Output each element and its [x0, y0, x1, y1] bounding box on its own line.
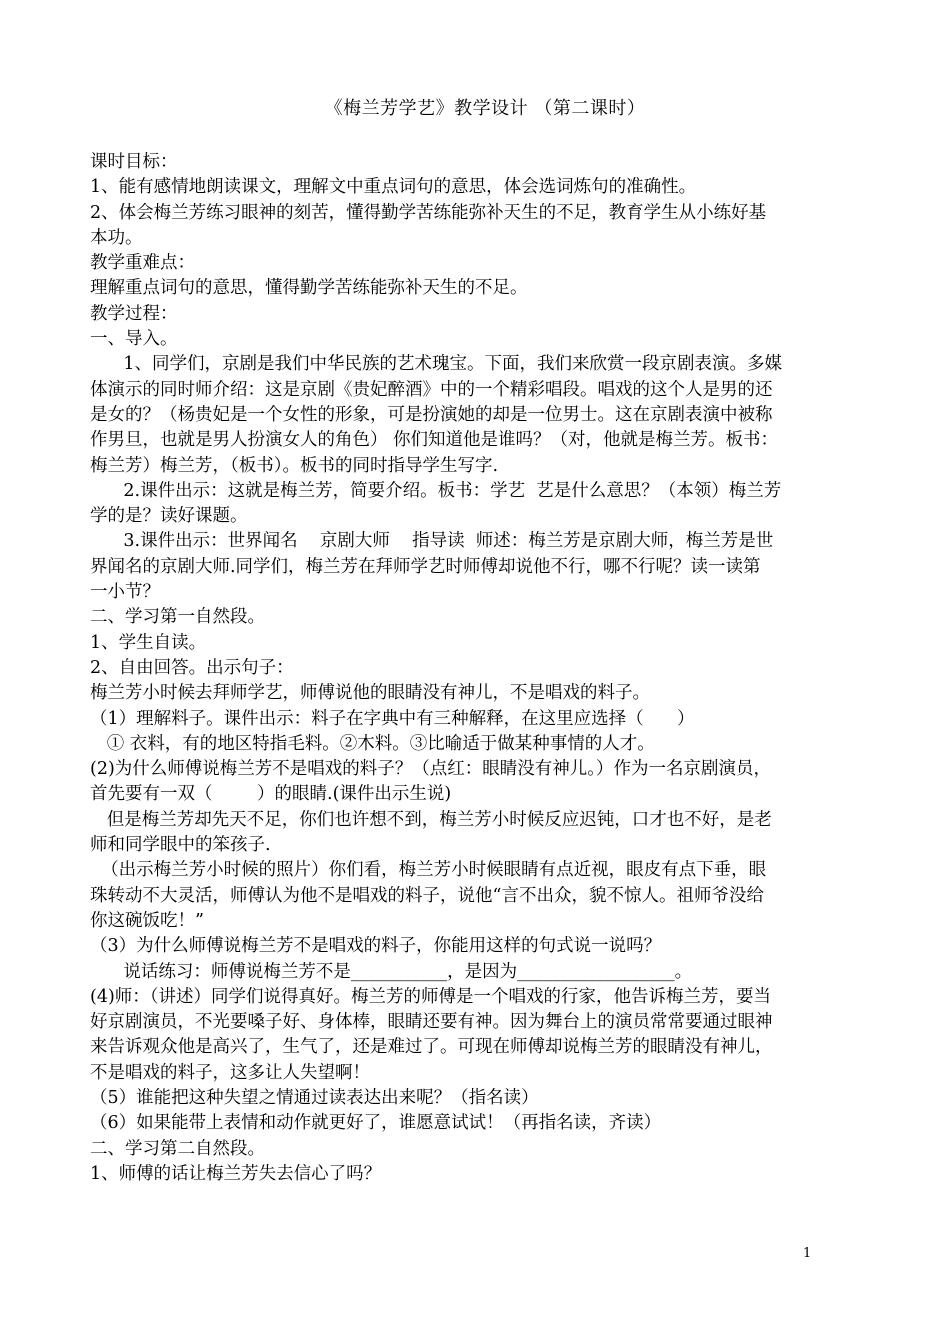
- text-line: 课时目标：: [90, 152, 178, 172]
- text-line: 说话练习：师傅说梅兰芳不是___________，是因为__________________。: [90, 961, 693, 982]
- text-line: （出示梅兰芳小时候的照片）你们看，梅兰芳小时候眼睛有点近视，眼皮有点下垂，眼: [90, 860, 767, 881]
- text-line: 梅兰芳小时候去拜师学艺，师傅说他的眼睛没有神儿，不是唱戏的料子。: [90, 683, 650, 704]
- document-body: [90, 150, 880, 1187]
- text-line: 珠转动不大灵活，师傅认为他不是唱戏的料子，说他“言不出众，貌不惊人。祖师爷没给: [90, 885, 764, 906]
- text-line: 梅兰芳）梅兰芳，（板书）。板书的同时指导学生写字.: [90, 455, 499, 476]
- text-line: 学的是？读好课题。: [90, 506, 248, 527]
- text-line: 理解重点词句的意思，懂得勤学苦练能弥补天生的不足。: [90, 278, 528, 299]
- text-line: （3）为什么师傅说梅兰芳不是唱戏的料子，你能用这样的句式说一说吗？: [90, 936, 662, 957]
- document-title: 《梅兰芳学艺》教学设计 （第二课时）: [324, 98, 646, 119]
- text-line: 1、能有感情地朗读课文，理解文中重点词句的意思，体会选词炼句的准确性。: [90, 177, 697, 198]
- text-line: 1、学生自读。: [90, 632, 207, 653]
- text-line: （1）理解料子。课件出示：料子在字典中有三种解释，在这里应选择（ ）: [90, 708, 695, 729]
- text-line: 教学重难点：: [90, 253, 195, 274]
- text-line: 本功。: [90, 227, 143, 248]
- text-line: （5）谁能把这种失望之情通过读表达出来呢？（指名读）: [90, 1087, 539, 1108]
- text-line: 教学过程：: [90, 303, 178, 324]
- text-line: 是女的？（杨贵妃是一个女性的形象，可是扮演她的却是一位男士。这在京剧表演中被称: [90, 404, 773, 425]
- text-line: 师和同学眼中的笨孩子.: [90, 835, 271, 856]
- text-line: (4)师：（讲述）同学们说得真好。梅兰芳的师傅是一个唱戏的行家，他告诉梅兰芳，要当: [90, 986, 772, 1007]
- text-line: 2.课件出示：这就是梅兰芳，简要介绍。板书：学艺 艺是什么意思？（本领）梅兰芳: [90, 480, 782, 501]
- text-line: 你这碗饭吃！”: [90, 910, 204, 931]
- text-line: 一、导入。: [90, 329, 178, 350]
- text-line: 首先要有一双（ ）的眼睛.(课件出示生说): [90, 784, 452, 805]
- text-line: 2、自由回答。出示句子：: [90, 657, 294, 678]
- text-line: 二、学习第一自然段。: [90, 607, 265, 628]
- text-line: 作男旦，也就是男人扮演女人的角色） 你们知道他是谁吗？（对，他就是梅兰芳。板书：: [90, 430, 779, 451]
- text-line: 1、师傅的话让梅兰芳失去信心了吗？: [90, 1163, 382, 1184]
- text-line: 界闻名的京剧大师.同学们，梅兰芳在拜师学艺时师傅却说他不行，哪不行呢？读一读第: [90, 556, 761, 577]
- page-number: 1: [803, 1246, 812, 1261]
- text-line: 好京剧演员，不光要嗓子好、身体棒，眼睛还要有神。因为舞台上的演员常常要通过眼神: [90, 1012, 773, 1033]
- text-line: （6）如果能带上表情和动作就更好了，谁愿意试试！（再指名读，齐读）: [90, 1113, 662, 1134]
- text-line: (2)为什么师傅说梅兰芳不是唱戏的料子？（点红：眼睛没有神儿。）作为一名京剧演员，: [90, 759, 772, 780]
- text-line: 一小节？: [90, 582, 160, 603]
- text-line: 1、同学们，京剧是我们中华民族的艺术瑰宝。下面，我们来欣赏一段京剧表演。多媒: [90, 354, 783, 375]
- text-line: 二、学习第二自然段。: [90, 1138, 265, 1159]
- text-line: 3.课件出示：世界闻名 京剧大师 指导读 师述：梅兰芳是京剧大师，梅兰芳是世: [90, 531, 774, 552]
- text-line: 不是唱戏的料子，这多让人失望啊！: [90, 1062, 370, 1083]
- document-page: [90, 96, 880, 1187]
- text-line: 来告诉观众他是高兴了，生气了，还是难过了。可现在师傅却说梅兰芳的眼睛没有神儿，: [90, 1037, 773, 1058]
- text-line: 2、体会梅兰芳练习眼神的刻苦，懂得勤学苦练能弥补天生的不足，教育学生从小练好基: [90, 202, 767, 223]
- text-line: ① 衣料，有的地区特指毛料。②木料。③比喻适于做某种事情的人才。: [90, 733, 655, 754]
- text-line: 体演示的同时师介绍：这是京剧《贵妃醉酒》中的一个精彩唱段。唱戏的这个人是男的还: [90, 379, 773, 400]
- text-line: 但是梅兰芳却先天不足，你们也许想不到，梅兰芳小时候反应迟钝，口才也不好，是老: [90, 809, 772, 830]
